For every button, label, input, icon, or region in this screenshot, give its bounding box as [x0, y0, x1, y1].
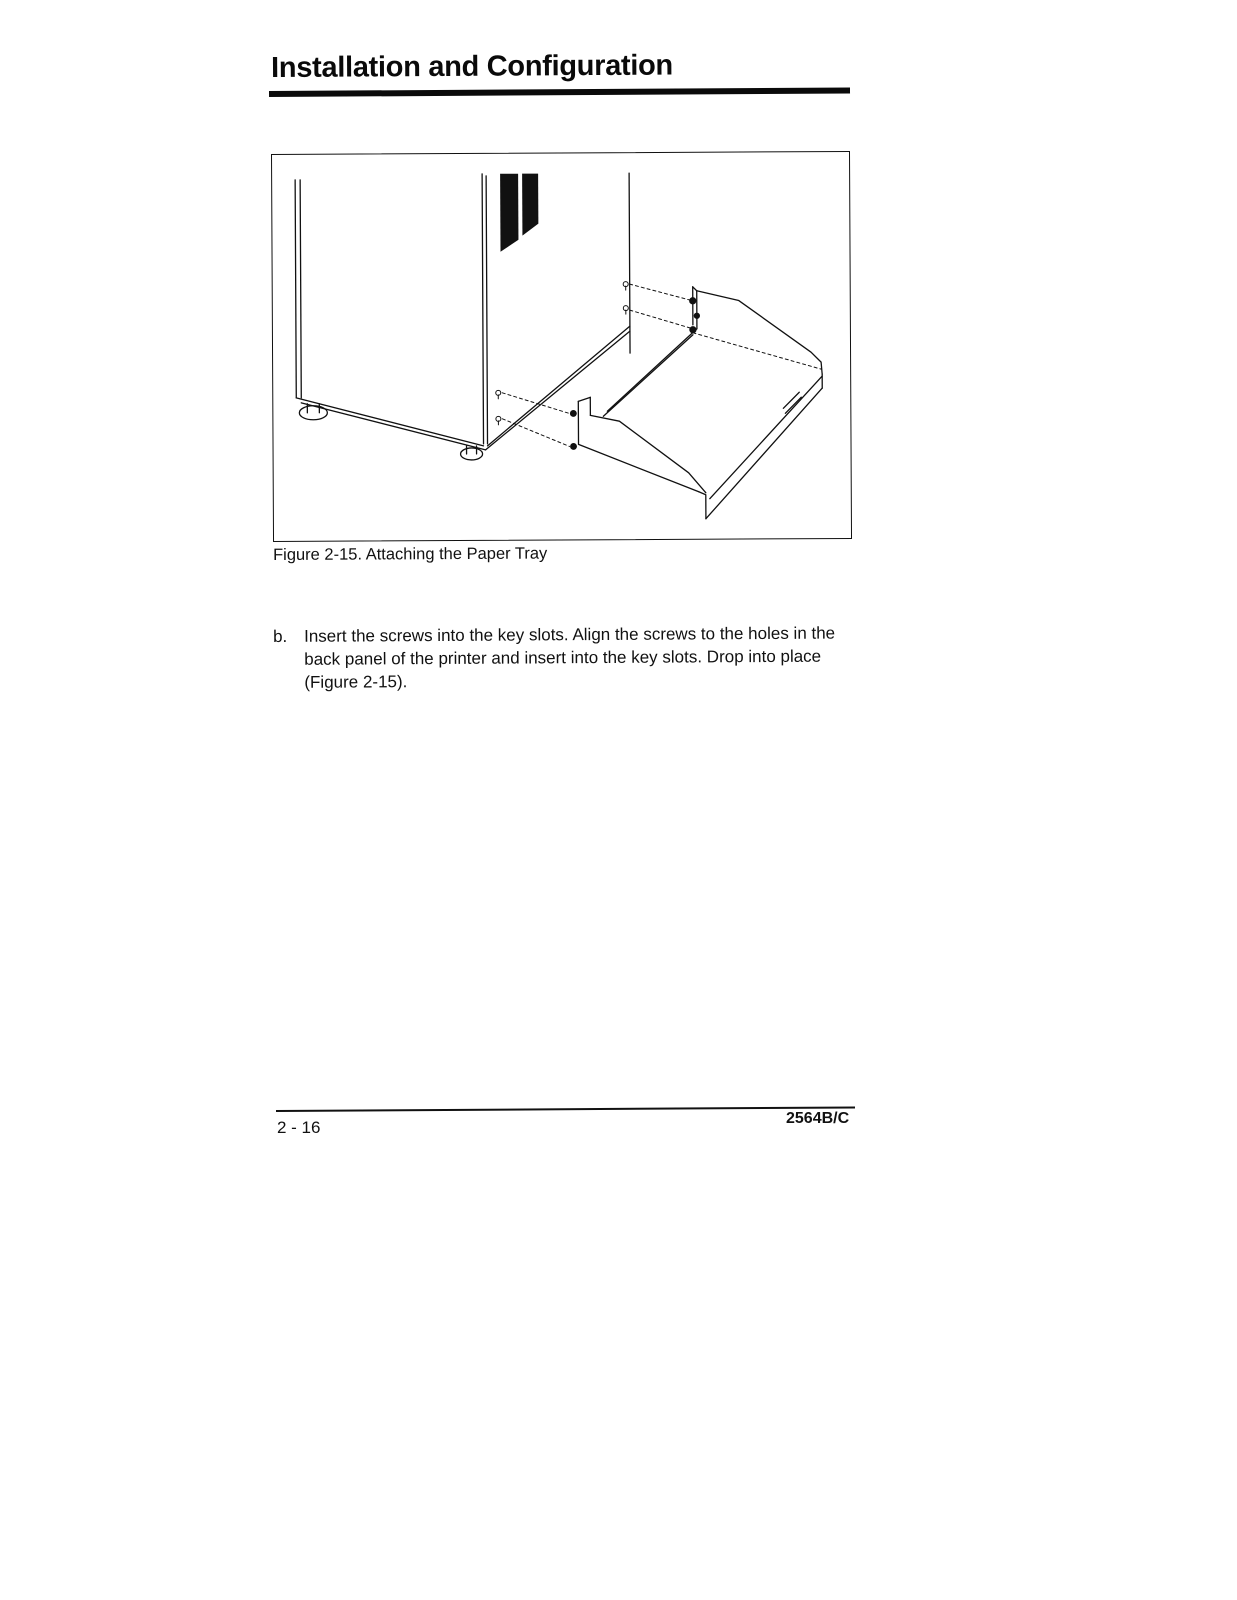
paper-tray	[578, 286, 823, 519]
instruction-step	[273, 621, 853, 692]
tray-screws	[570, 298, 700, 449]
step-text: Insert the screws into the key slots. Align the screws to the holes in the back panel of the printer and insert into the key slots. Drop into place (Figure 2-15).	[304, 623, 836, 692]
printer-cabinet	[295, 173, 630, 451]
step-marker: b.	[273, 626, 288, 646]
doc-code: 2564B/C	[786, 1110, 850, 1127]
alignment-guides	[502, 283, 822, 447]
printer-foot-left	[299, 404, 327, 420]
footer-rule	[276, 1106, 855, 1111]
title-rule	[269, 87, 850, 97]
vent-grille	[500, 174, 538, 252]
printer-with-paper-tray-illustration	[272, 152, 850, 540]
figure-caption: Figure 2-15. Attaching the Paper Tray	[273, 544, 548, 564]
page-number: 2 - 16	[277, 1118, 321, 1137]
key-slot-holes	[495, 282, 629, 425]
figure-frame	[271, 151, 852, 542]
section-title: Installation and Configuration	[271, 49, 674, 84]
